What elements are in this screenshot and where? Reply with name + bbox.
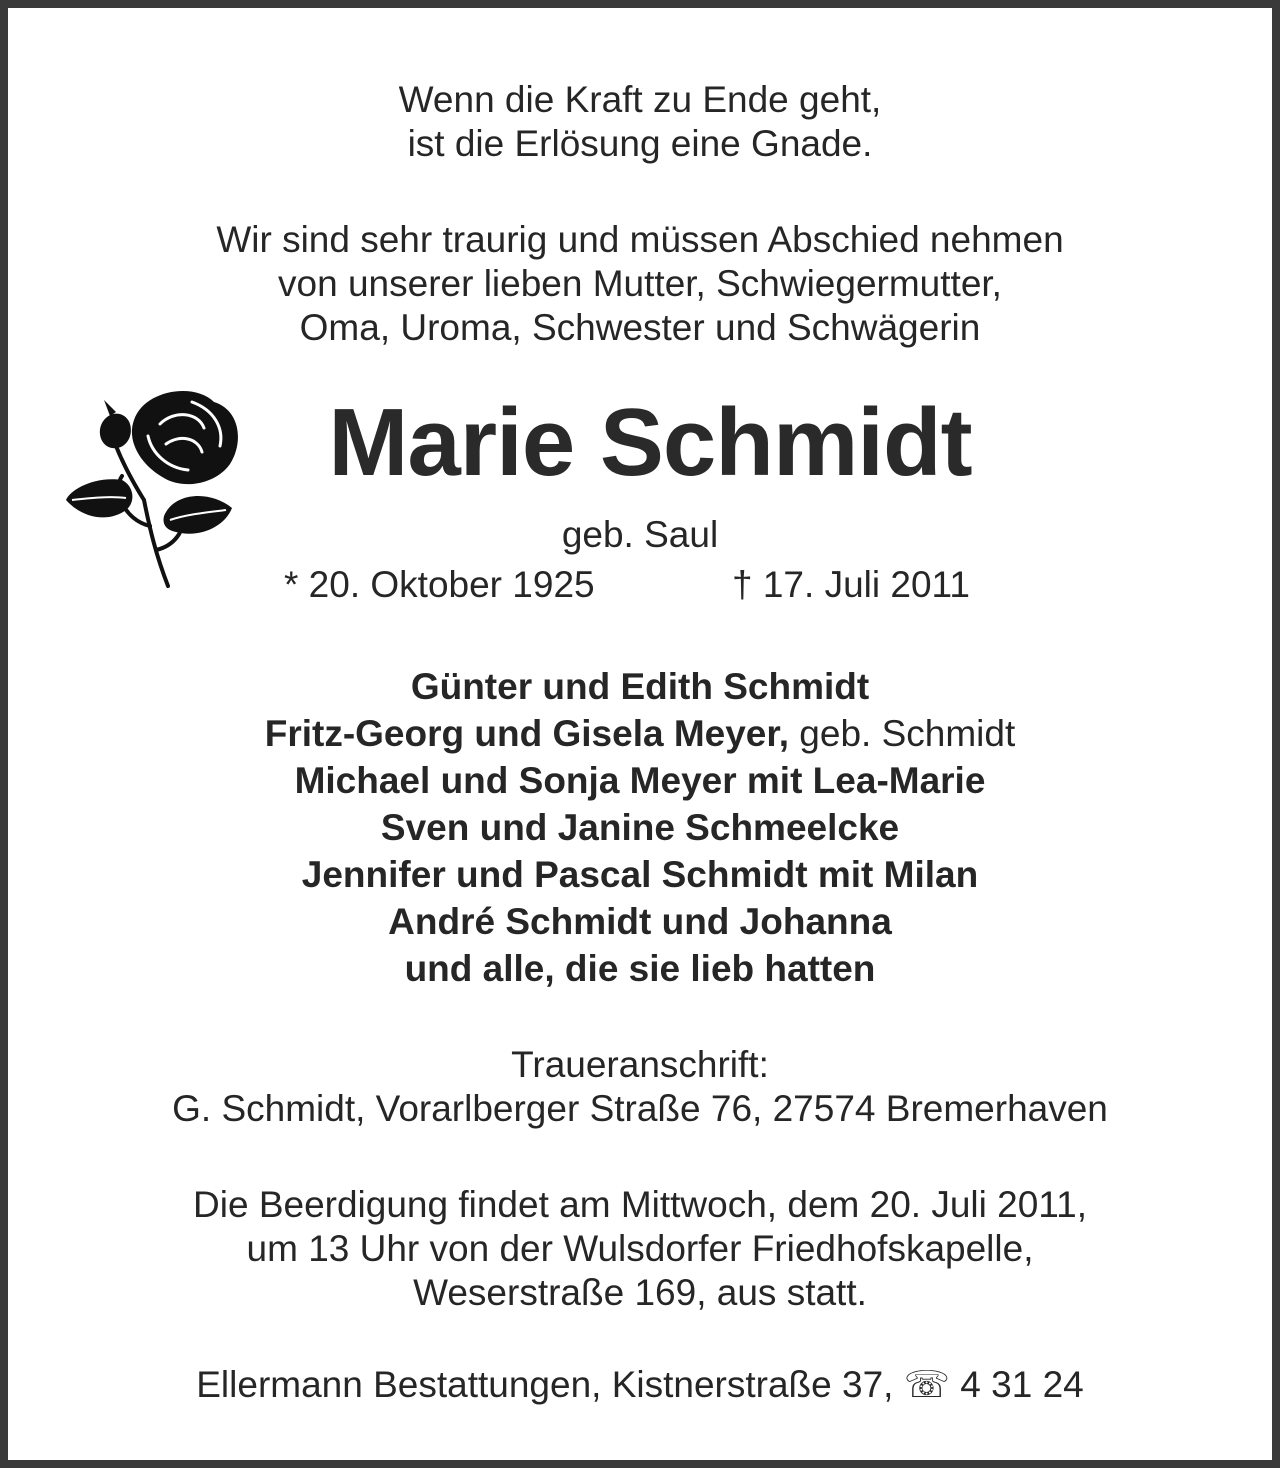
- mourner-line-1: Günter und Edith Schmidt: [410, 666, 870, 707]
- mourner-line-2-names: Fritz-Georg und Gisela Meyer,: [264, 713, 790, 754]
- deceased-name: Marie Schmidt: [328, 389, 972, 496]
- maiden-name: geb. Saul: [561, 514, 719, 555]
- mourner-line-7: und alle, die sie lieb hatten: [404, 948, 876, 989]
- farewell-line-2: von unserer lieben Mutter, Schwiegermutter,: [278, 263, 1002, 304]
- rose-icon: [64, 380, 248, 596]
- mourner-line-2-maiden: geb. Schmidt: [789, 713, 1016, 754]
- undertaker-line: [8, 1363, 1272, 1407]
- intro-line-2: ist die Erlösung eine Gnade.: [407, 123, 873, 164]
- undertaker-phone: 4 31 24: [960, 1364, 1084, 1405]
- funeral-line-3: Weserstraße 169, aus statt.: [413, 1272, 867, 1313]
- address-value: G. Schmidt, Vorarlberger Straße 76, 27574 Bremerhaven: [172, 1088, 1108, 1129]
- death-date: † 17. Juli 2011: [732, 564, 970, 605]
- funeral-line-2: um 13 Uhr von der Wulsdorfer Friedhofskapelle,: [246, 1228, 1034, 1269]
- birth-date: * 20. Oktober 1925: [284, 564, 595, 605]
- farewell-line-1: Wir sind sehr traurig und müssen Abschied nehmen: [216, 219, 1064, 260]
- mourner-line-2: [8, 712, 1272, 756]
- mourner-line-3: Michael und Sonja Meyer mit Lea-Marie: [294, 760, 986, 801]
- funeral-line-1: Die Beerdigung findet am Mittwoch, dem 20. Juli 2011,: [193, 1184, 1087, 1225]
- mourner-line-4: Sven und Janine Schmeelcke: [380, 807, 900, 848]
- undertaker-text: Ellermann Bestattungen, Kistnerstraße 37,: [196, 1364, 904, 1405]
- mourner-line-5: Jennifer und Pascal Schmidt mit Milan: [301, 854, 979, 895]
- mourner-line-6: André Schmidt und Johanna: [388, 901, 892, 942]
- intro-line-1: Wenn die Kraft zu Ende geht,: [398, 79, 882, 120]
- farewell-line-3: Oma, Uroma, Schwester und Schwägerin: [299, 307, 981, 348]
- telephone-icon: ☏: [903, 1364, 951, 1405]
- address-label: Traueranschrift:: [511, 1044, 769, 1085]
